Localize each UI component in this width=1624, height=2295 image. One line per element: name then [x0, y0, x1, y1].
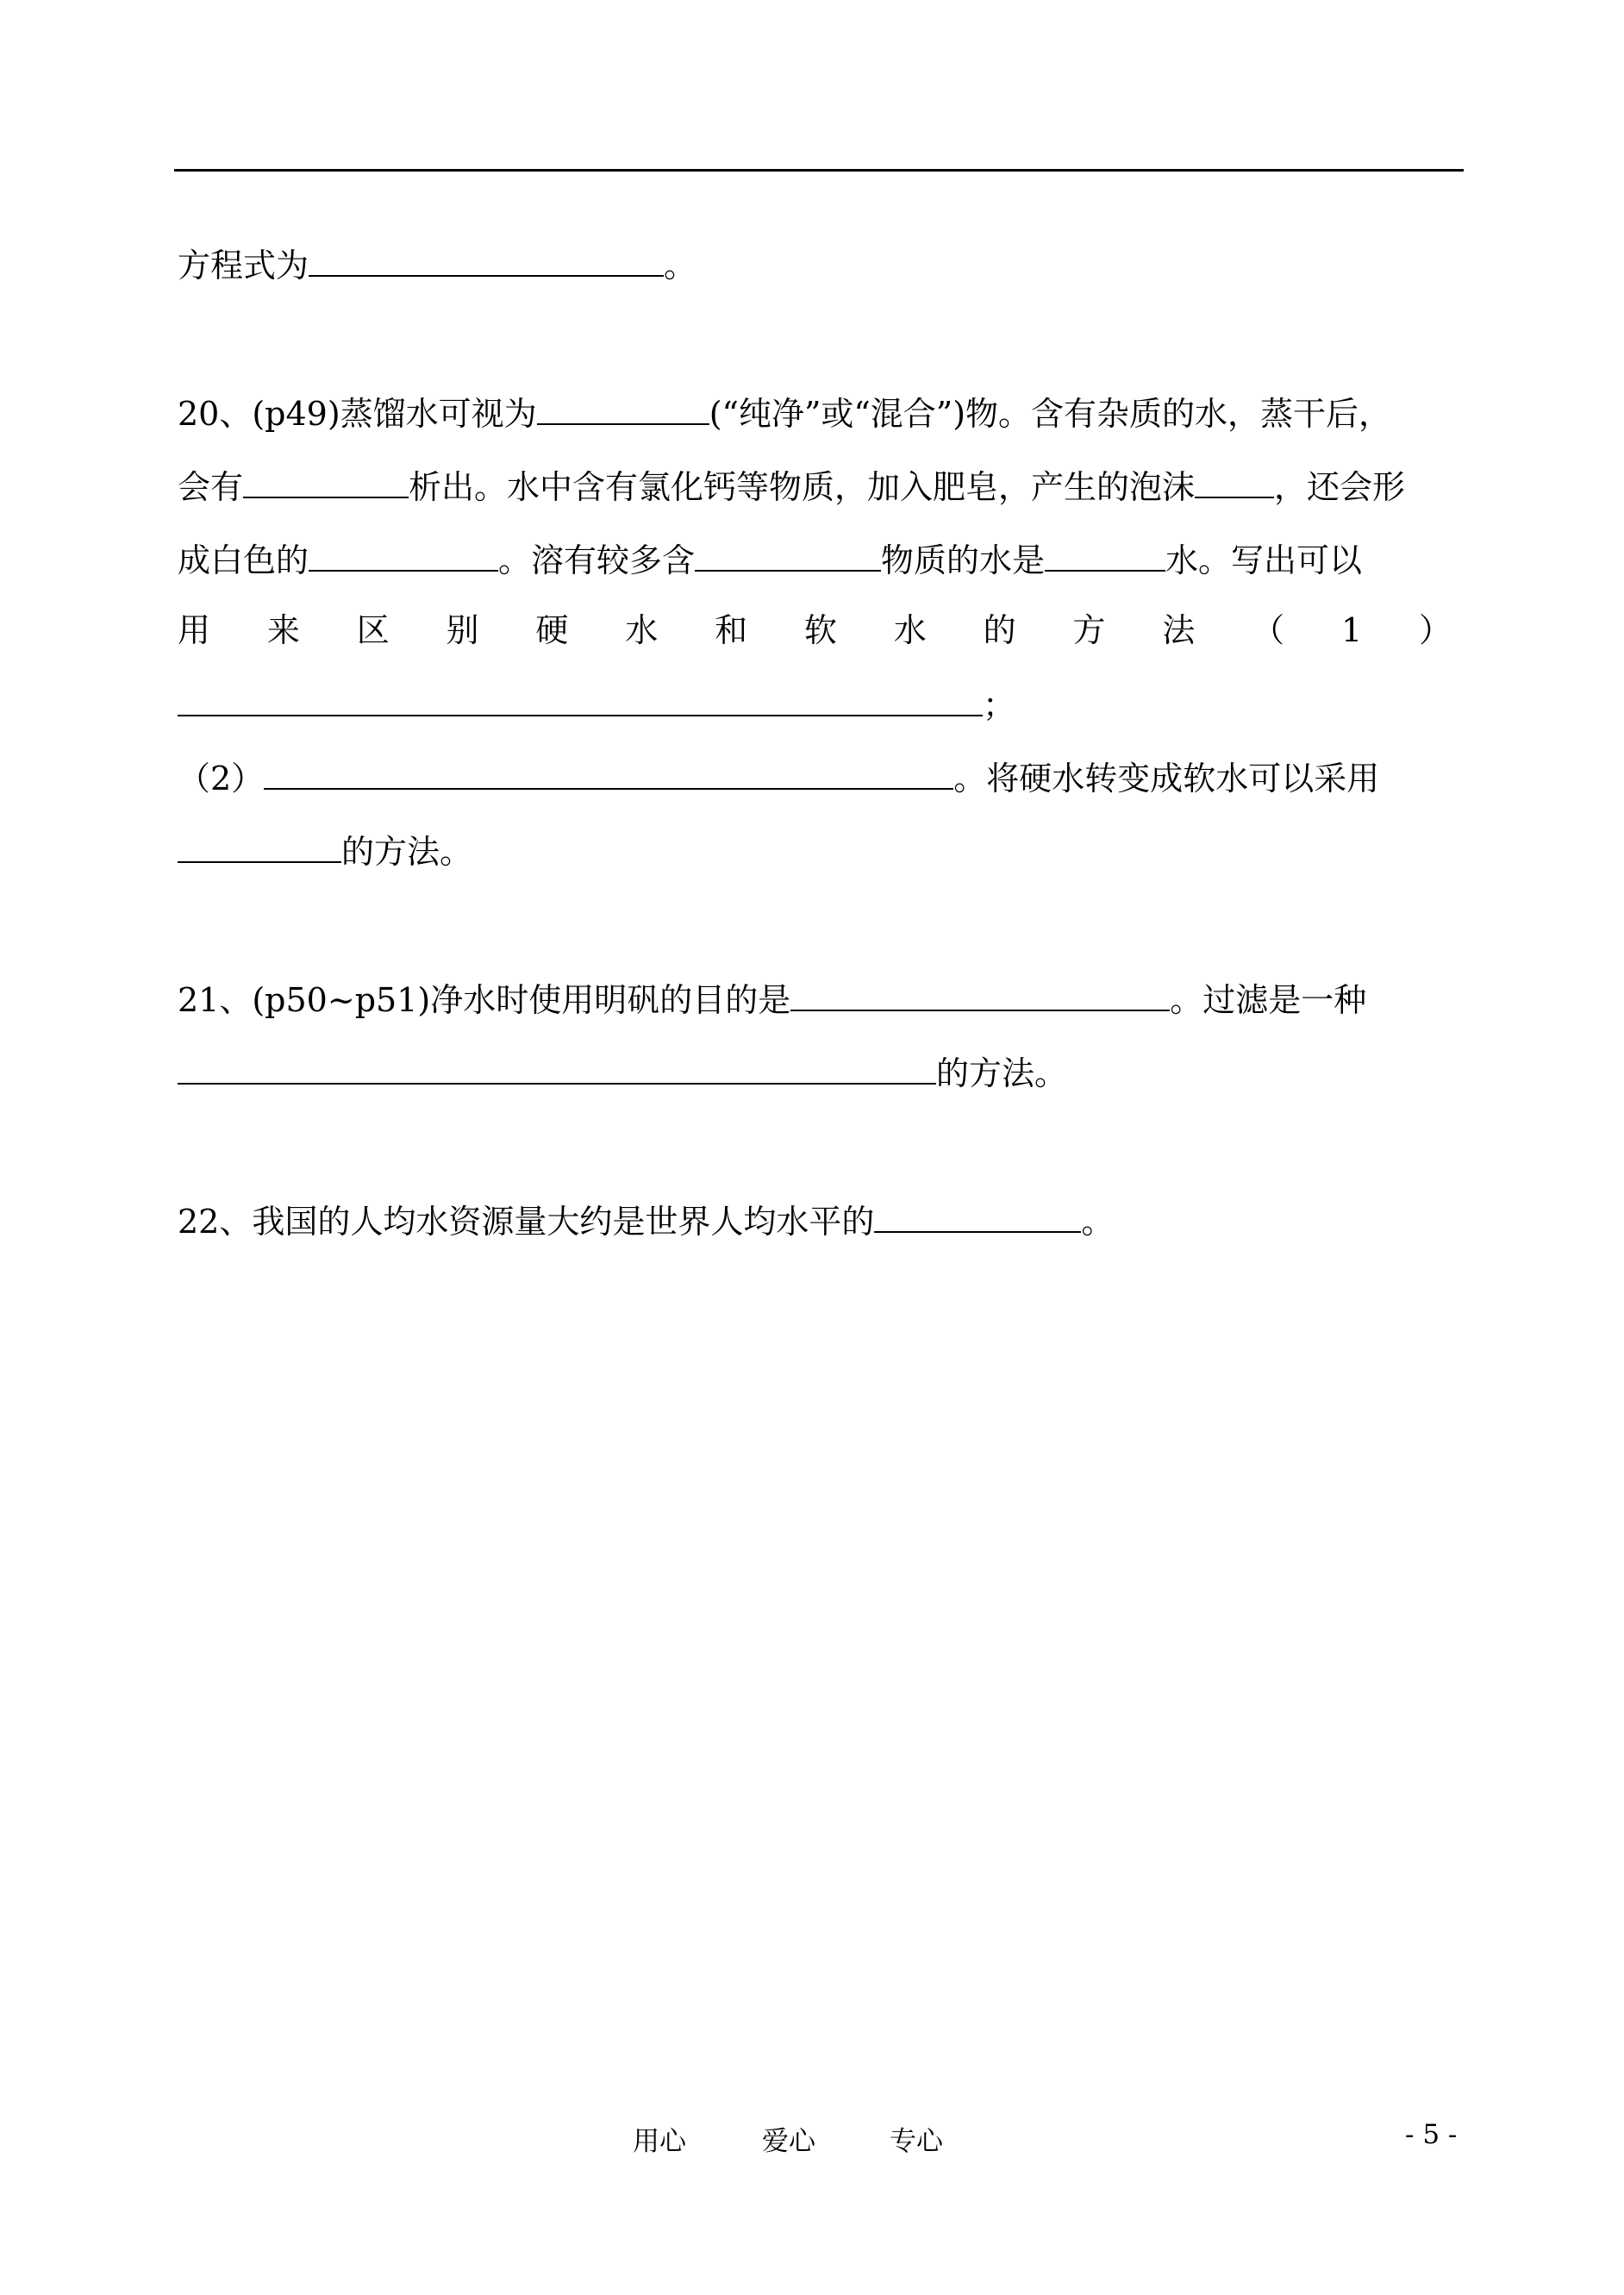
answer-blank[interactable] [695, 539, 881, 572]
q20-line-4 [178, 609, 1452, 652]
q20-char: 用 [178, 611, 211, 649]
answer-blank[interactable] [178, 830, 341, 863]
answer-blank[interactable] [264, 757, 953, 790]
q20-char: 的 [983, 611, 1016, 649]
q22-text: 22、我国的人均水资源量大约是世界人均水平的 [178, 1203, 875, 1241]
answer-blank[interactable] [1045, 539, 1165, 572]
q20-text: 的方法。 [341, 833, 473, 871]
footer-motto-2: 爱心 [762, 2126, 815, 2157]
footer-motto-1: 用心 [633, 2126, 686, 2157]
q20-char: 法 [1162, 611, 1196, 649]
q20-char: 水 [893, 611, 927, 649]
q20-text: 。将硬水转变成软水可以采用 [953, 760, 1380, 797]
q20-text: ； [983, 686, 1016, 724]
answer-blank[interactable] [309, 244, 664, 277]
q20-char: 软 [803, 611, 837, 649]
q20-char: 别 [446, 611, 479, 649]
q21-text: 的方法。 [936, 1054, 1068, 1092]
q20-line-5 [178, 684, 1015, 727]
q20-line-3 [178, 539, 1362, 582]
q21-text: 。过滤是一种 [1170, 981, 1367, 1019]
header-rule [174, 169, 1464, 172]
q21-line-2 [178, 1052, 1067, 1095]
answer-blank[interactable] [790, 979, 1170, 1011]
q20-char: 硬 [535, 611, 569, 649]
q20-text: 析出。水中含有氯化钙等物质，加入肥皂，产生的泡沫 [409, 468, 1196, 506]
answer-blank[interactable] [178, 1052, 936, 1085]
q20-char: 和 [715, 611, 748, 649]
q20-line-1 [178, 392, 1391, 435]
q21-line-1 [178, 979, 1366, 1022]
q20-text: 水。写出可以 [1165, 541, 1363, 579]
page-number: - 5 - [1405, 2119, 1458, 2150]
q20-text: 成白色的 [178, 541, 309, 579]
q21-text: 21、(p50~p51)净水时使用明矾的目的是 [178, 981, 791, 1019]
footer-motto-3: 专心 [890, 2126, 943, 2157]
q20-text: （2） [178, 760, 265, 797]
q20-line-6 [178, 757, 1379, 800]
answer-blank[interactable] [243, 466, 409, 498]
answer-blank[interactable] [1195, 466, 1274, 498]
q20-line-7 [178, 830, 472, 873]
answer-blank[interactable] [178, 684, 983, 716]
q20-text: ，还会形 [1274, 468, 1406, 506]
answer-blank[interactable] [309, 539, 498, 572]
q20-char: （ [1252, 611, 1285, 649]
q20-text: 20、(p49)蒸馏水可视为 [178, 395, 537, 433]
q20-char: 来 [266, 611, 300, 649]
q20-char: 方 [1072, 611, 1106, 649]
q20-text: (“纯净”或“混合”)物。含有杂质的水，蒸干后， [709, 395, 1392, 433]
q19-continuation [178, 244, 696, 287]
q20-text: 物质的水是 [881, 541, 1046, 579]
answer-blank[interactable] [537, 392, 709, 425]
q19-text: 方程式为 [178, 247, 309, 285]
q20-text: 会有 [178, 468, 244, 506]
q19-text-end: 。 [664, 247, 697, 285]
q20-char: 1 [1340, 611, 1363, 649]
q20-line-2 [178, 466, 1405, 509]
q20-char: ） [1418, 611, 1452, 649]
q20-char: 水 [625, 611, 659, 649]
q22-text: 。 [1081, 1203, 1115, 1241]
q20-char: 区 [356, 611, 390, 649]
q20-text: 。溶有较多含 [498, 541, 696, 579]
answer-blank[interactable] [874, 1200, 1081, 1233]
q22-line [178, 1200, 1114, 1243]
